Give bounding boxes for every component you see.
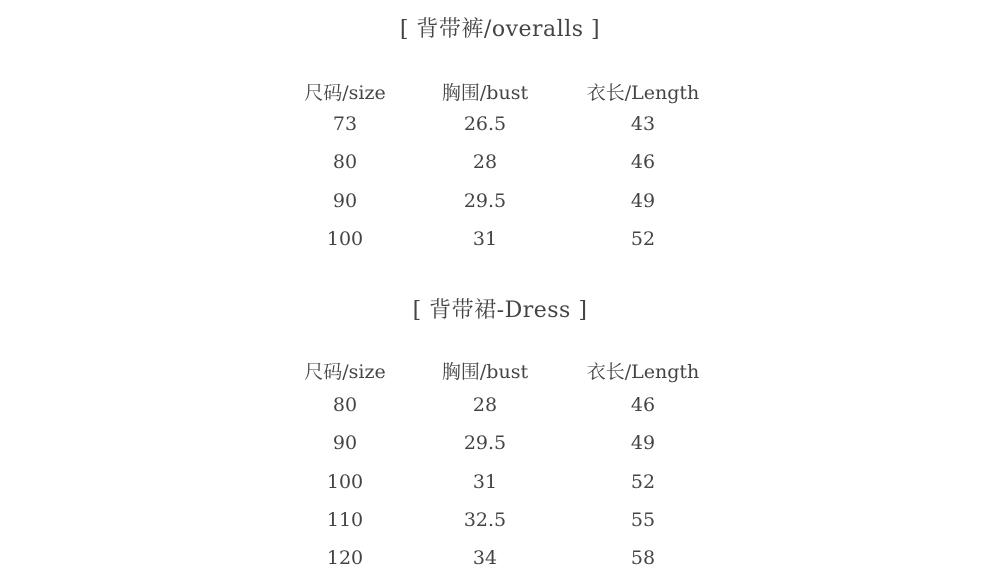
cell-bust: 34 <box>472 547 498 569</box>
header-bust: 胸围/bust <box>441 361 529 383</box>
section-title-overalls: [ 背带裤/overalls ] <box>399 17 601 42</box>
cell-size: 100 <box>326 471 364 493</box>
cell-length: 58 <box>630 547 656 569</box>
cell-bust: 28 <box>472 151 498 173</box>
cell-bust: 28 <box>472 394 498 416</box>
cell-length: 52 <box>630 228 656 250</box>
cell-size: 110 <box>326 509 364 531</box>
cell-bust: 31 <box>472 471 498 493</box>
header-length: 衣长/Length <box>586 361 700 383</box>
cell-length: 43 <box>630 113 656 135</box>
cell-size: 90 <box>332 190 358 212</box>
cell-length: 49 <box>630 432 656 454</box>
section-title-dress: [ 背带裙-Dress ] <box>412 298 588 323</box>
cell-size: 90 <box>332 432 358 454</box>
header-length: 衣长/Length <box>586 82 700 104</box>
cell-length: 52 <box>630 471 656 493</box>
cell-size: 120 <box>326 547 364 569</box>
cell-bust: 31 <box>472 228 498 250</box>
cell-size: 73 <box>332 113 358 135</box>
cell-bust: 26.5 <box>463 113 507 135</box>
header-size: 尺码/size <box>304 361 386 383</box>
cell-size: 80 <box>332 394 358 416</box>
cell-length: 49 <box>630 190 656 212</box>
cell-length: 55 <box>630 509 656 531</box>
cell-size: 100 <box>326 228 364 250</box>
header-size: 尺码/size <box>304 82 386 104</box>
cell-bust: 29.5 <box>463 432 507 454</box>
cell-length: 46 <box>630 151 656 173</box>
header-bust: 胸围/bust <box>441 82 529 104</box>
cell-size: 80 <box>332 151 358 173</box>
cell-length: 46 <box>630 394 656 416</box>
cell-bust: 29.5 <box>463 190 507 212</box>
cell-bust: 32.5 <box>463 509 507 531</box>
